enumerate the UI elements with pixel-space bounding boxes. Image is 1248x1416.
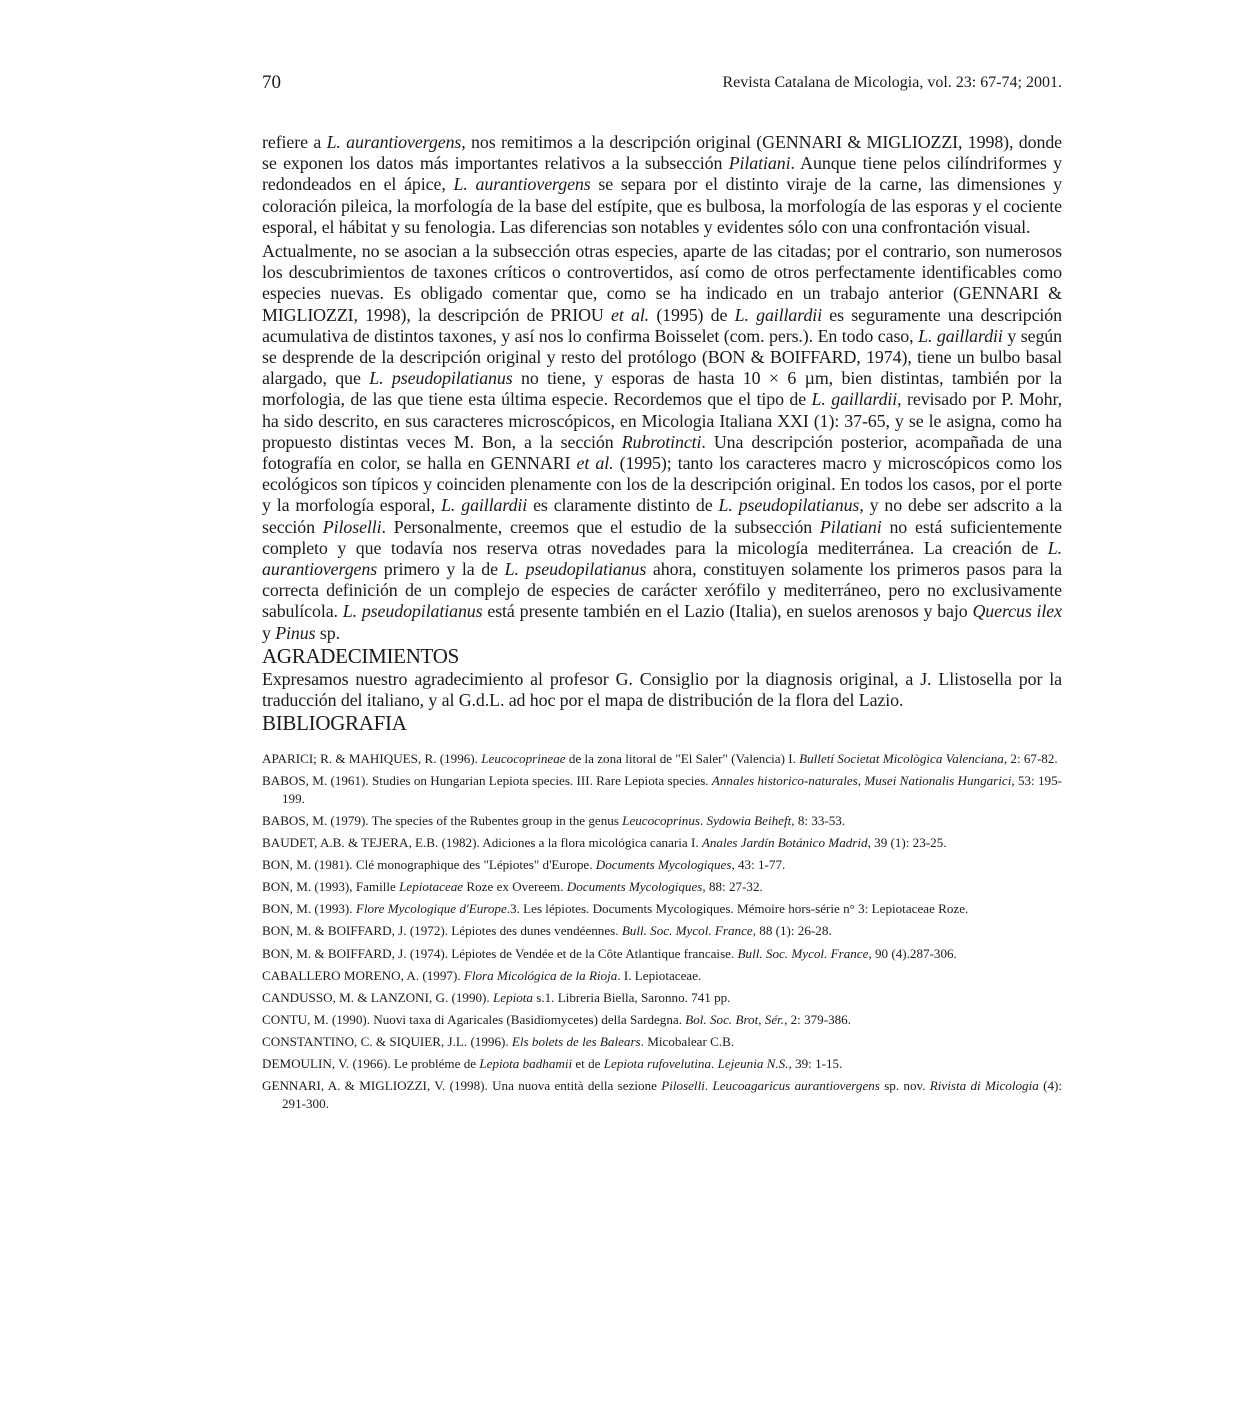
reference-item bbox=[262, 989, 1062, 1007]
italic-text-run: et al. bbox=[576, 453, 614, 474]
italic-text-run: Anales Jardín Botánico Madrid bbox=[701, 835, 868, 851]
bibliography-heading: BIBLIOGRAFIA bbox=[262, 711, 407, 736]
reference-item bbox=[262, 772, 1062, 807]
italic-text-run: L. gaillardii bbox=[441, 495, 528, 516]
reference-item bbox=[262, 922, 1062, 940]
acknowledgements-text bbox=[262, 669, 1062, 711]
text-run: .3. Les lépiotes. Documents Mycologiques. Mémoire hors-série n° 3: Lepiotaceae Roze. bbox=[506, 901, 969, 917]
reference-item bbox=[262, 834, 1062, 852]
italic-text-run: L. gaillardii bbox=[734, 304, 823, 325]
text-run: , 53: 195-199. bbox=[282, 773, 1063, 806]
italic-text-run: Pinus bbox=[275, 622, 316, 643]
reference-item bbox=[262, 1077, 1062, 1112]
text-run: . I. Lepiotaceae. bbox=[617, 967, 702, 983]
italic-text-run: L. aurantiovergens bbox=[326, 132, 462, 152]
text-run: , 39: 1-15. bbox=[788, 1056, 843, 1071]
italic-text-run: Piloselli bbox=[661, 1078, 705, 1094]
text-run: se separa por el distinto viraje de la carne, las dimensiones y coloración pileica, la morfología de la base del estípite, que es bulbosa, la morfología de las esporas y el cociente esporal, el hábitat y su fenologia. Las diferencias son notables y evidentes sólo con una confrontación visual. bbox=[262, 174, 1062, 237]
text-run: sp. bbox=[315, 622, 340, 643]
italic-text-run: L. pseudopilatianus bbox=[369, 368, 513, 389]
text-run: BABOS, M. (1979). The species of the Rubentes group in the genus bbox=[262, 812, 623, 828]
text-run: s.1. Libreria Biella, Saronno. 741 pp. bbox=[532, 989, 731, 1005]
body-paragraph bbox=[262, 132, 1062, 238]
italic-text-run: L. aurantiovergens bbox=[262, 537, 1062, 580]
italic-text-run: L. pseudopilatianus bbox=[342, 601, 483, 622]
body-paragraph bbox=[262, 241, 1062, 644]
italic-text-run: Lepiota badhamii bbox=[479, 1056, 573, 1071]
acknowledgements-heading: AGRADECIMIENTOS bbox=[262, 643, 459, 668]
italic-text-run: Bull. Soc. Mycol. France bbox=[737, 945, 869, 961]
text-run: , 43: 1-77. bbox=[731, 857, 786, 873]
italic-text-run: Leucoagaricus aurantiovergens bbox=[712, 1078, 880, 1094]
text-run: Expresamos nuestro agradecimiento al profesor G. Consiglio por la diagnosis original, a J. Llistosella por la traducción del italiano, y al G.d.L. ad hoc por el mapa de distribución de la flora del Lazio. bbox=[262, 668, 1062, 711]
text-run: Roze ex Overeem. bbox=[463, 879, 567, 895]
italic-text-run: Piloselli bbox=[322, 516, 382, 537]
text-run: ahora, constituyen solamente los primeros pasos para la correcta definición de un complejo de especies de carácter xerófilo y mediterráneo, pero no exclusivamente sabulícola. bbox=[262, 559, 1062, 622]
text-run: CONSTANTINO, C. & SIQUIER, J.L. (1996). bbox=[262, 1033, 512, 1049]
italic-text-run: Quercus ilex bbox=[972, 601, 1062, 622]
italic-text-run: Lepiota bbox=[492, 989, 533, 1005]
text-run: , 90 (4).287-306. bbox=[868, 945, 957, 961]
italic-text-run: Leucocoprinus bbox=[622, 812, 700, 828]
italic-text-run: Leucocoprineae bbox=[481, 751, 566, 767]
text-run: y según se desprende de la descripción original y resto del protólogo (BON & BOIFFARD, 1974), tiene un bulbo basal alargado, que bbox=[262, 325, 1062, 389]
text-run: , y no debe ser adscrito a la sección bbox=[262, 495, 1062, 537]
italic-text-run: Pilatiani bbox=[819, 516, 882, 537]
italic-text-run: L. gaillardii bbox=[918, 325, 1003, 346]
italic-text-run: Pilatiani bbox=[728, 153, 791, 174]
text-run: (1995) de bbox=[649, 304, 735, 325]
italic-text-run: Bulletí Societat Micològica Valenciana bbox=[799, 751, 1004, 767]
italic-text-run: Bull. Soc. Mycol. France bbox=[621, 923, 753, 939]
italic-text-run: Rivista di Micologia bbox=[929, 1078, 1039, 1094]
text-run: y bbox=[262, 622, 276, 643]
text-run: . bbox=[699, 812, 707, 828]
italic-text-run: Flore Mycologique d'Europe bbox=[355, 901, 507, 917]
text-run: , 2: 379-386. bbox=[784, 1011, 851, 1027]
text-run: (4): 291-300. bbox=[282, 1078, 1062, 1111]
text-run: . Una descripción posterior, acompañada de una fotografía en color, se halla en GENNARI bbox=[262, 431, 1062, 474]
italic-text-run: Lepiotaceae bbox=[399, 879, 464, 895]
reference-item bbox=[262, 878, 1062, 896]
text-run: (1995); tanto los caracteres macro y microscópicos como los ecológicos son típicos y coinciden plenamente con los de la descripción original. En todos los casos, por el porte y la morfología esporal, bbox=[262, 453, 1062, 516]
text-run: BON, M. & BOIFFARD, J. (1972). Lépiotes des dunes vendéennes. bbox=[262, 923, 622, 939]
text-run: DEMOULIN, V. (1966). Le probléme de bbox=[262, 1056, 480, 1071]
italic-text-run: Lepiota rufovelutina bbox=[603, 1056, 712, 1071]
reference-item bbox=[262, 812, 1062, 830]
text-run: de la zona litoral de "El Saler" (Valencia) I. bbox=[565, 751, 800, 767]
text-run: no está suficientemente completo y que todavía nos reserva otras novedades para la micología mediterránea. La creación de bbox=[262, 516, 1062, 558]
text-run: CABALLERO MORENO, A. (1997). bbox=[262, 967, 464, 983]
text-run: . Aunque tiene pelos cilíndriformes y redondeados en el ápice, bbox=[262, 153, 1062, 195]
reference-item bbox=[262, 967, 1062, 985]
italic-text-run: L. gaillardii bbox=[811, 389, 898, 410]
text-run: está presente también en el Lazio (Italia), en suelos arenosos y bajo bbox=[482, 601, 973, 622]
text-run: no tiene, y esporas de hasta 10 × 6 µm, bien distintas, también por la morfologia, de las que tiene esta última especie. Recordemos que el tipo de bbox=[262, 368, 1062, 410]
text-run: , nos remitimos a la descripción original (GENNARI & MIGLIOZZI, 1998), donde se exponen los datos más importantes relativos a la subsección bbox=[262, 132, 1063, 174]
reference-item bbox=[262, 1011, 1062, 1029]
page bbox=[262, 72, 1062, 1117]
text-run: . Personalmente, creemos que el estudio de la subsección bbox=[381, 516, 820, 537]
text-run: . Micobalear C.B. bbox=[640, 1033, 735, 1049]
text-run: APARICI; R. & MAHIQUES, R. (1996). bbox=[262, 751, 482, 767]
text-run: CONTU, M. (1990). Nuovi taxa di Agaricales (Basidiomycetes) della Sardegna. bbox=[262, 1011, 686, 1027]
text-run: sp. nov. bbox=[879, 1078, 930, 1094]
italic-text-run: L. aurantiovergens bbox=[453, 174, 591, 195]
text-run: , 88 (1): 26-28. bbox=[752, 923, 832, 939]
italic-text-run: L. pseudopilatianus bbox=[504, 559, 647, 580]
italic-text-run: Lejeunia N.S. bbox=[717, 1056, 789, 1071]
text-run: . bbox=[704, 1078, 713, 1094]
journal-citation: Revista Catalana de Micologia, vol. 23: 67-74; 2001. bbox=[722, 74, 1062, 91]
text-run: Actualmente, no se asocian a la subsección otras especies, aparte de las citadas; por el contrario, son numerosos los descubrimientos de taxones críticos o controvertidos, así como de otros perfectamente identificables como especies nuevas. Es obligado comentar que, como se ha indicado en un trabajo anterior (GENNARI & MIGLIOZZI, 1998), la descripción de PRIOU bbox=[262, 241, 1062, 325]
text-run: BON, M. & BOIFFARD, J. (1974). Lépiotes de Vendée et de la Côte Atlantique francaise. bbox=[262, 945, 738, 961]
text-run: primero y la de bbox=[377, 559, 505, 580]
text-run: BABOS, M. (1961). Studies on Hungarian Lepiota species. III. Rare Lepiota species. bbox=[262, 773, 712, 789]
text-run: BON, M. (1981). Clé monographique des "Lépiotes" d'Europe. bbox=[262, 857, 596, 873]
text-run: , 88: 27-32. bbox=[702, 879, 763, 895]
italic-text-run: Flora Micológica de la Rioja bbox=[463, 967, 618, 983]
text-run: BON, M. (1993), Famille bbox=[262, 879, 400, 895]
italic-text-run: Annales historico-naturales, Musei Nationalis Hungarici bbox=[711, 773, 1012, 789]
page-number: 70 bbox=[262, 72, 281, 93]
text-run: CANDUSSO, M. & LANZONI, G. (1990). bbox=[262, 989, 493, 1005]
italic-text-run: Els bolets de les Balears bbox=[511, 1033, 641, 1049]
reference-item bbox=[262, 1033, 1062, 1051]
reference-item bbox=[262, 945, 1062, 963]
text-run: es seguramente una descripción acumulativa de distintos taxones, y así nos lo confirma Boisselet (com. pers.). En todo caso, bbox=[262, 304, 1062, 346]
text-run: , 39 (1): 23-25. bbox=[867, 835, 947, 851]
reference-item bbox=[262, 856, 1062, 874]
reference-item bbox=[262, 1055, 1062, 1073]
italic-text-run: et al. bbox=[611, 304, 650, 325]
text-run: es claramente distinto de bbox=[527, 495, 719, 516]
italic-text-run: Sydowia Beiheft bbox=[706, 812, 792, 828]
text-run: , 8: 33-53. bbox=[791, 812, 846, 828]
text-run: BAUDET, A.B. & TEJERA, E.B. (1982). Adiciones a la flora micológica canaria I. bbox=[262, 835, 702, 851]
text-run: BON, M. (1993). bbox=[262, 901, 356, 917]
text-run: , 2: 67-82. bbox=[1003, 751, 1058, 767]
italic-text-run: L. pseudopilatianus bbox=[718, 495, 860, 516]
reference-item bbox=[262, 750, 1062, 768]
italic-text-run: Bol. Soc. Brot, Sér. bbox=[685, 1011, 785, 1027]
article-body bbox=[262, 132, 1062, 644]
reference-list bbox=[262, 750, 1062, 1112]
text-run: GENNARI, A. & MIGLIOZZI, V. (1998). Una nuova entità della sezione bbox=[262, 1078, 662, 1094]
italic-text-run: Documents Mycologiques bbox=[566, 879, 703, 895]
text-run: et de bbox=[572, 1056, 604, 1071]
italic-text-run: Documents Mycologiques bbox=[595, 857, 732, 873]
italic-text-run: Rubrotincti bbox=[621, 431, 702, 452]
text-run: . bbox=[711, 1056, 718, 1071]
text-run: , revisado por P. Mohr, ha sido descrito, en sus caracteres microscópicos, en Micologia Italiana XXI (1): 37-65, y se le asigna, como ha propuesto distintas veces M. Bon, a la sección bbox=[262, 389, 1062, 452]
reference-item bbox=[262, 900, 1062, 918]
text-run: refiere a bbox=[262, 132, 327, 152]
running-header bbox=[262, 72, 1062, 98]
